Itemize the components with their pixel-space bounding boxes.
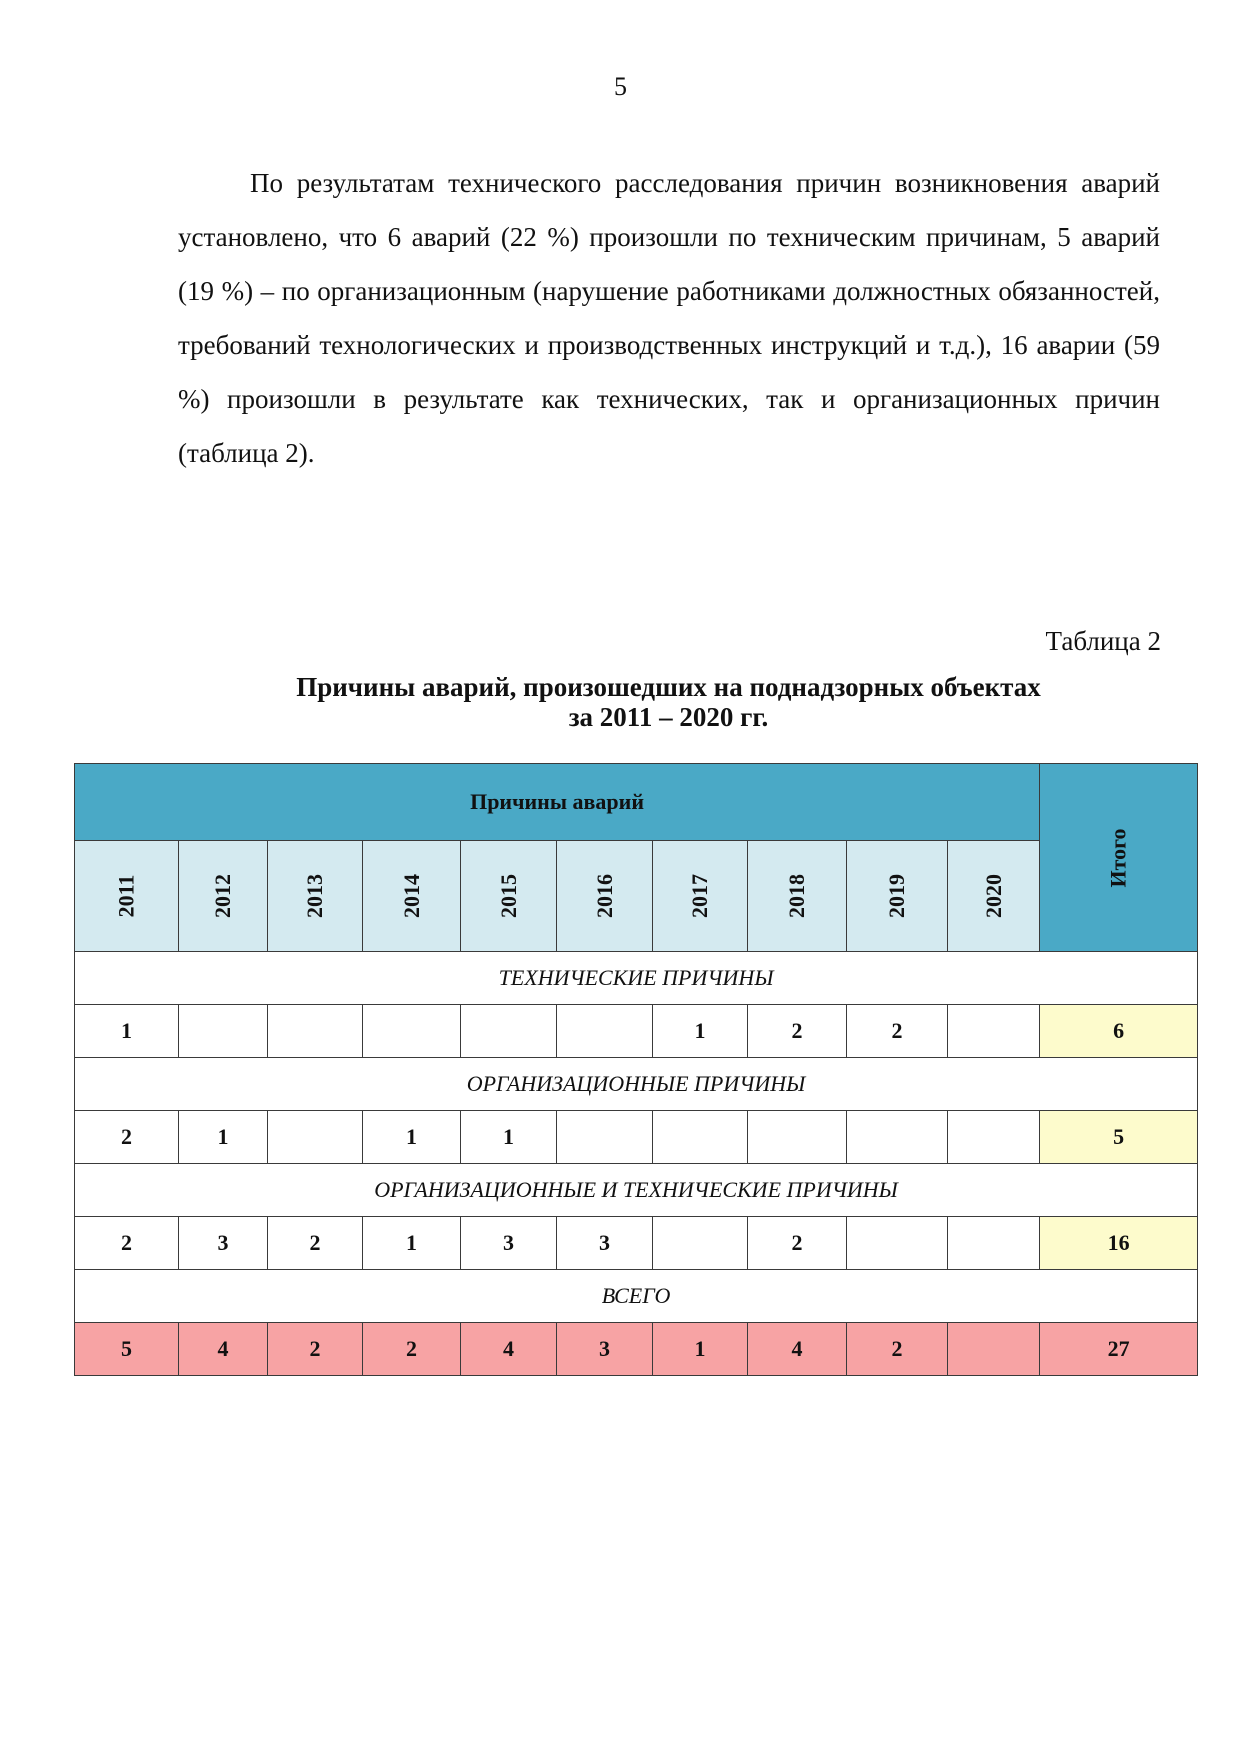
value-cell-2016: 3: [557, 1217, 653, 1270]
table-title: [0, 672, 1241, 732]
page-number: 5: [614, 72, 627, 101]
value-cell-2017: [653, 1217, 748, 1270]
value-cell-2015: 3: [461, 1217, 557, 1270]
section-title: ВСЕГО: [75, 1270, 1198, 1323]
year-header-row: [75, 841, 1198, 952]
year-label: 2019: [884, 874, 909, 918]
value-cell-2013: 2: [268, 1323, 363, 1376]
accident-causes-table: [74, 763, 1198, 1376]
year-header-2017: [653, 841, 748, 952]
table-row: [75, 1217, 1198, 1270]
value-cell-2014: [363, 1005, 461, 1058]
value-cell-2015: [461, 1005, 557, 1058]
year-header-2014: [363, 841, 461, 952]
body-paragraph: По результатам технического расследования причин возникновения аварий установлено, что 6 аварий (22 %) произошли по техническим причинам, 5 аварий (19 %) – по организационным (нарушение работниками должностных обязанностей, требований технологических и производственных инструкций и т.д.), 16 аварии (59 %) произошли в результате как технических, так и организационных причин (таблица 2).: [178, 168, 1160, 468]
year-header-2015: [461, 841, 557, 952]
year-label: 2011: [113, 874, 139, 918]
header-total: [1040, 764, 1198, 952]
total-cell: 16: [1040, 1217, 1198, 1270]
value-cell-2018: 4: [748, 1323, 847, 1376]
section-title: ОРГАНИЗАЦИОННЫЕ ПРИЧИНЫ: [75, 1058, 1198, 1111]
value-cell-2020: [948, 1005, 1040, 1058]
value-cell-2020: [948, 1111, 1040, 1164]
value-cell-2018: [748, 1111, 847, 1164]
value-cell-2019: [847, 1111, 948, 1164]
year-header-2012: [179, 841, 268, 952]
table-row: [75, 1323, 1198, 1376]
value-cell-2012: 4: [179, 1323, 268, 1376]
total-cell: 6: [1040, 1005, 1198, 1058]
table-row: [75, 1005, 1198, 1058]
year-label: 2014: [398, 874, 424, 918]
section-title: ТЕХНИЧЕСКИЕ ПРИЧИНЫ: [75, 952, 1198, 1005]
value-cell-2017: [653, 1111, 748, 1164]
value-cell-2013: [268, 1111, 363, 1164]
value-cell-2012: [179, 1005, 268, 1058]
value-cell-2018: 2: [748, 1005, 847, 1058]
value-cell-2015: 1: [461, 1111, 557, 1164]
value-cell-2016: [557, 1111, 653, 1164]
total-cell: 5: [1040, 1111, 1198, 1164]
header-causes: Причины аварий: [75, 764, 1040, 841]
value-cell-2020: [948, 1217, 1040, 1270]
table-label: Таблица 2: [1045, 626, 1161, 656]
value-cell-2014: 1: [363, 1111, 461, 1164]
table-title-line-1: Причины аварий, произошедших на поднадзорных объектах: [296, 672, 1041, 702]
year-label: 2015: [495, 874, 521, 918]
year-label: 2012: [210, 874, 235, 918]
value-cell-2017: 1: [653, 1005, 748, 1058]
year-header-2020: [948, 841, 1040, 952]
year-label: 2017: [687, 874, 712, 918]
year-label: 2016: [591, 874, 617, 918]
value-cell-2019: 2: [847, 1005, 948, 1058]
value-cell-2011: 1: [75, 1005, 179, 1058]
value-cell-2020: [948, 1323, 1040, 1376]
total-cell: 27: [1040, 1323, 1198, 1376]
header-total-label: Итого: [1105, 827, 1131, 888]
year-label: 2020: [980, 874, 1006, 918]
year-header-2011: [75, 841, 179, 952]
year-header-2019: [847, 841, 948, 952]
value-cell-2014: 1: [363, 1217, 461, 1270]
year-header-2013: [268, 841, 363, 952]
value-cell-2016: [557, 1005, 653, 1058]
value-cell-2011: 2: [75, 1111, 179, 1164]
table-row: [75, 1111, 1198, 1164]
year-label: 2018: [784, 874, 809, 918]
value-cell-2014: 2: [363, 1323, 461, 1376]
value-cell-2012: 3: [179, 1217, 268, 1270]
section-title: ОРГАНИЗАЦИОННЫЕ И ТЕХНИЧЕСКИЕ ПРИЧИНЫ: [75, 1164, 1198, 1217]
value-cell-2011: 5: [75, 1323, 179, 1376]
value-cell-2019: 2: [847, 1323, 948, 1376]
value-cell-2013: [268, 1005, 363, 1058]
year-header-2016: [557, 841, 653, 952]
year-label: 2013: [302, 874, 327, 918]
value-cell-2012: 1: [179, 1111, 268, 1164]
value-cell-2017: 1: [653, 1323, 748, 1376]
table-title-line-2: за 2011 – 2020 гг.: [568, 702, 769, 732]
value-cell-2018: 2: [748, 1217, 847, 1270]
value-cell-2019: [847, 1217, 948, 1270]
value-cell-2011: 2: [75, 1217, 179, 1270]
year-header-2018: [748, 841, 847, 952]
value-cell-2016: 3: [557, 1323, 653, 1376]
value-cell-2013: 2: [268, 1217, 363, 1270]
value-cell-2015: 4: [461, 1323, 557, 1376]
